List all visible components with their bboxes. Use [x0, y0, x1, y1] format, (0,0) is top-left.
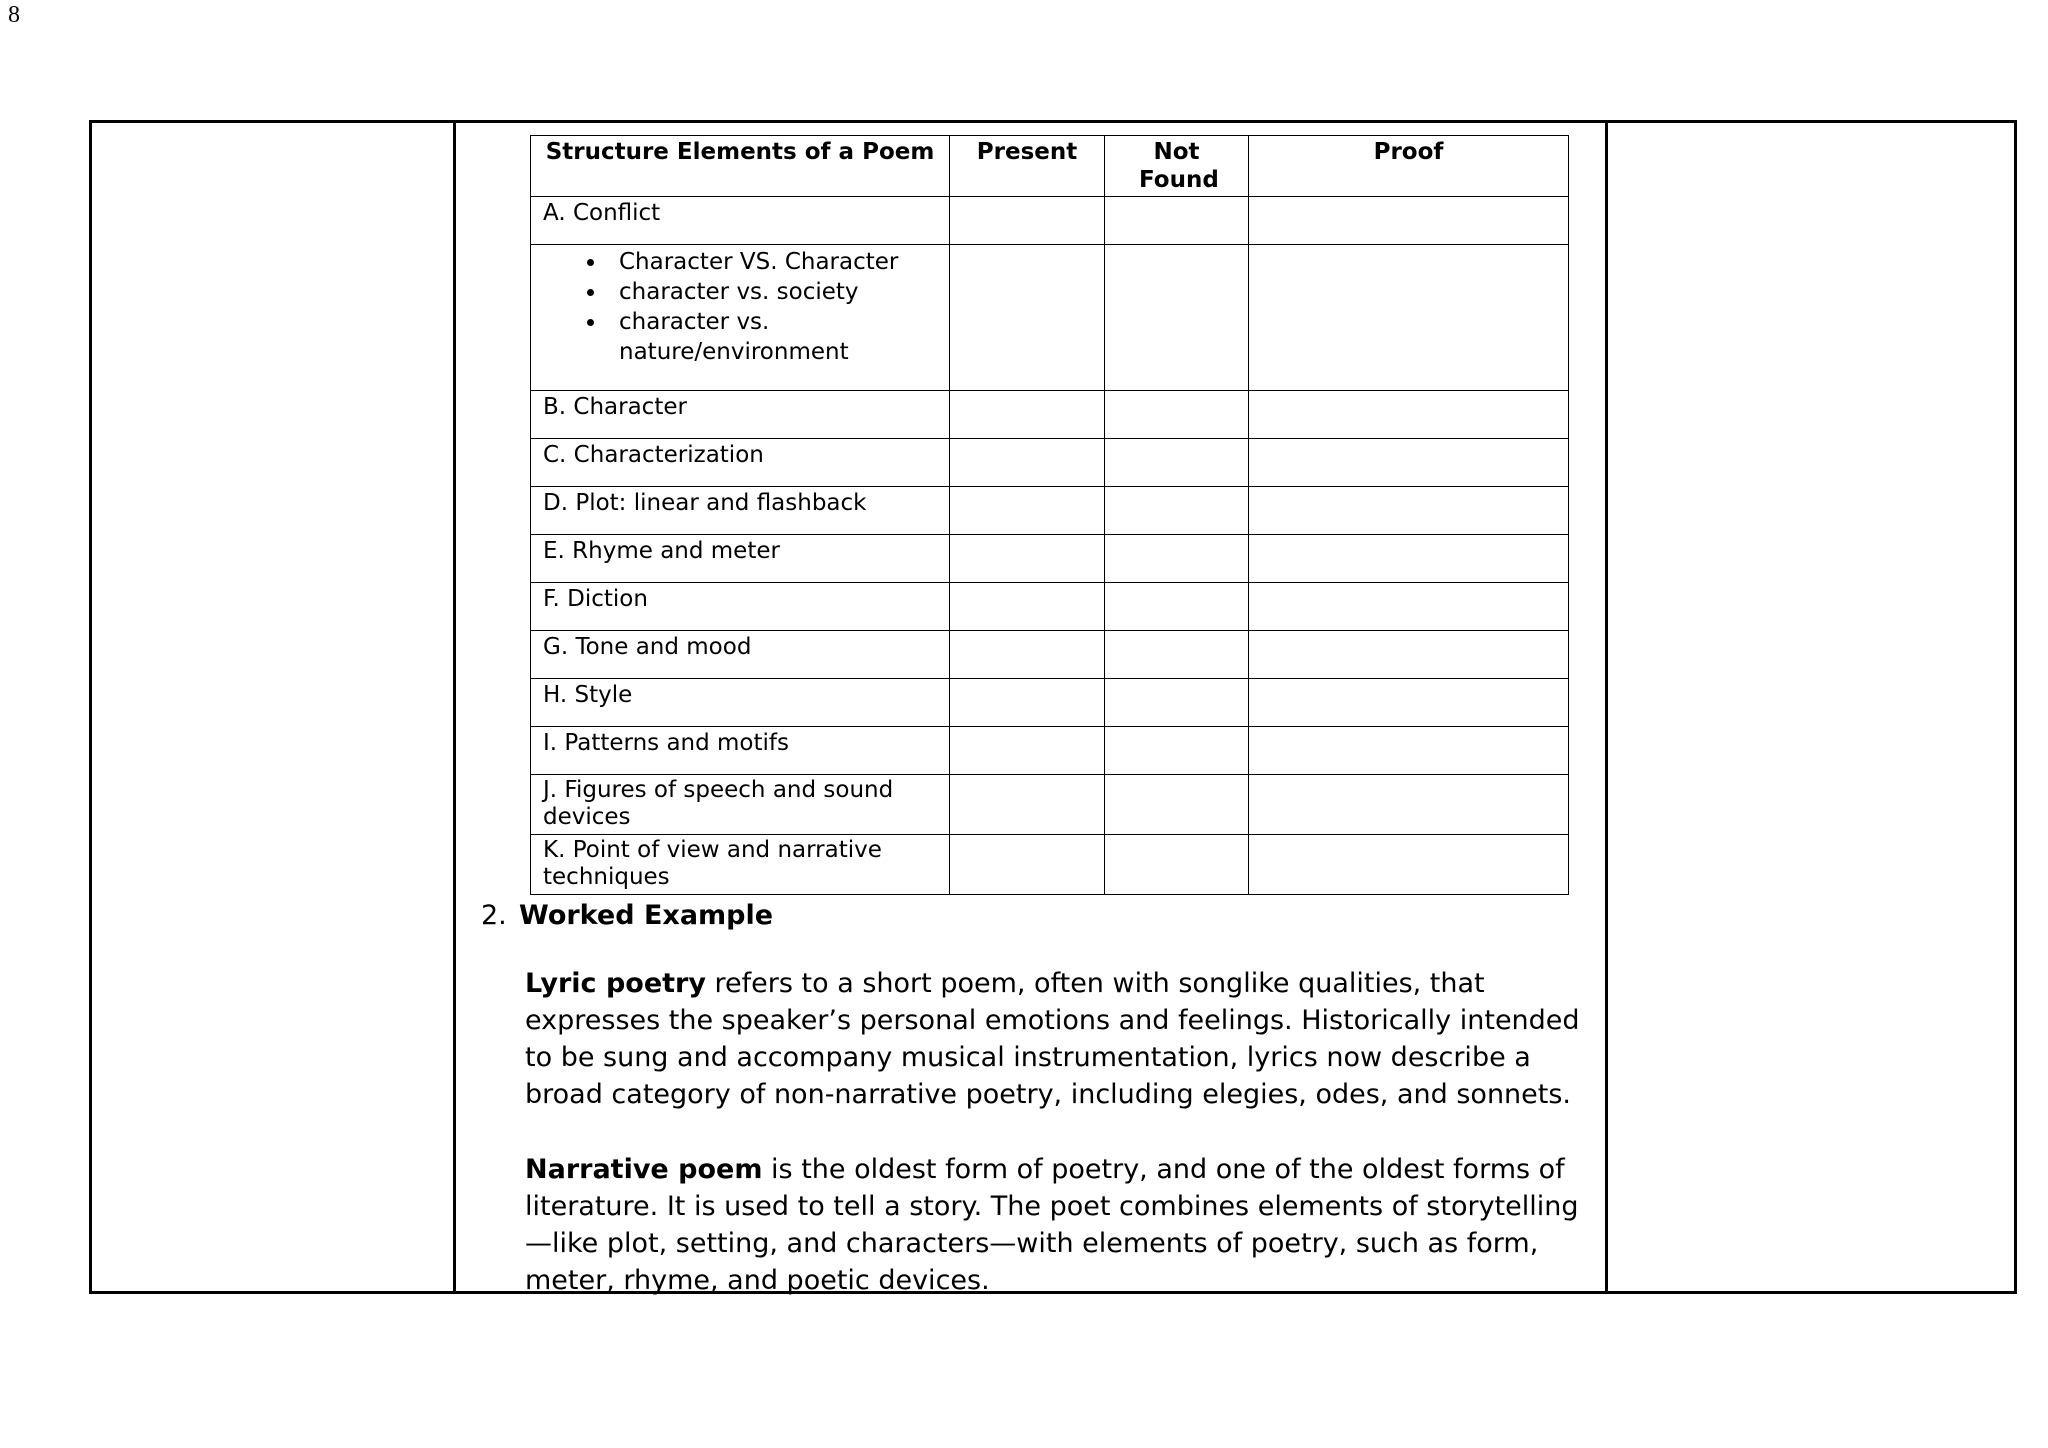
- table-header-row: [531, 136, 1569, 197]
- not-found-cell: [1105, 197, 1249, 245]
- table-row: [531, 391, 1569, 439]
- header-proof: Proof: [1249, 136, 1569, 197]
- row-label: E. Rhyme and meter: [531, 535, 950, 583]
- row-label: B. Character: [531, 391, 950, 439]
- proof-cell: [1249, 835, 1569, 895]
- row-label: K. Point of view and narrative techniques: [531, 835, 950, 895]
- not-found-cell: [1105, 727, 1249, 775]
- table-row: [531, 727, 1569, 775]
- present-cell: [950, 487, 1105, 535]
- narrative-poem-text: is the oldest form of poetry, and one of the oldest forms of literature. It is used to tell a story. The poet combines elements of storytelling—like plot, setting, and characters—with elements of poetry, such as form, meter, rhyme, and poetic devices.: [525, 1154, 1579, 1296]
- proof-cell: [1249, 391, 1569, 439]
- section-number: 2.: [481, 900, 507, 931]
- not-found-cell: [1105, 583, 1249, 631]
- proof-cell: [1249, 487, 1569, 535]
- not-found-cell: [1105, 775, 1249, 835]
- narrative-poem-term: Narrative poem: [525, 1154, 763, 1185]
- present-cell: [950, 197, 1105, 245]
- column-divider-right: [1605, 123, 1608, 1291]
- not-found-cell: [1105, 835, 1249, 895]
- present-cell: [950, 535, 1105, 583]
- list-item: • Character VS. Character: [607, 247, 937, 277]
- section-title: Worked Example: [519, 900, 774, 931]
- present-cell: [950, 245, 1105, 391]
- proof-cell: [1249, 245, 1569, 391]
- present-cell: [950, 631, 1105, 679]
- table-row: [531, 583, 1569, 631]
- page-number: 8: [8, 2, 20, 28]
- conflict-types-cell: [531, 245, 950, 391]
- lyric-poetry-paragraph: [525, 965, 1580, 1113]
- structure-elements-table: [530, 135, 1569, 895]
- lyric-poetry-term: Lyric poetry: [525, 968, 706, 999]
- proof-cell: [1249, 727, 1569, 775]
- row-label: C. Characterization: [531, 439, 950, 487]
- not-found-cell: [1105, 631, 1249, 679]
- proof-cell: [1249, 631, 1569, 679]
- not-found-cell: [1105, 245, 1249, 391]
- proof-cell: [1249, 197, 1569, 245]
- list-item: • character vs. nature/environment: [607, 307, 937, 367]
- proof-cell: [1249, 583, 1569, 631]
- header-not-found: Not Found: [1105, 136, 1249, 197]
- row-label: H. Style: [531, 679, 950, 727]
- present-cell: [950, 775, 1105, 835]
- table-row: [531, 197, 1569, 245]
- list-item: • character vs. society: [607, 277, 937, 307]
- present-cell: [950, 583, 1105, 631]
- table-row: [531, 487, 1569, 535]
- not-found-cell: [1105, 535, 1249, 583]
- table-row: [531, 535, 1569, 583]
- table-row: [531, 679, 1569, 727]
- present-cell: [950, 835, 1105, 895]
- table-row: [531, 631, 1569, 679]
- proof-cell: [1249, 679, 1569, 727]
- present-cell: [950, 391, 1105, 439]
- row-label: I. Patterns and motifs: [531, 727, 950, 775]
- row-label: J. Figures of speech and sound devices: [531, 775, 950, 835]
- proof-cell: [1249, 535, 1569, 583]
- table-row: [531, 439, 1569, 487]
- worked-example-heading: [481, 898, 773, 934]
- conflict-types-list: [543, 247, 937, 367]
- column-divider-left: [453, 123, 456, 1291]
- table-row: [531, 835, 1569, 895]
- present-cell: [950, 679, 1105, 727]
- lyric-poetry-text: refers to a short poem, often with songlike qualities, that expresses the speaker’s personal emotions and feelings. Historically intended to be sung and accompany musical instrumentation, lyrics now describe a broad category of non-narrative poetry, including elegies, odes, and sonnets.: [525, 968, 1580, 1110]
- table-row: [531, 775, 1569, 835]
- present-cell: [950, 727, 1105, 775]
- not-found-cell: [1105, 391, 1249, 439]
- narrative-poem-paragraph: [525, 1151, 1580, 1299]
- table-row: [531, 245, 1569, 391]
- row-label: F. Diction: [531, 583, 950, 631]
- row-label: D. Plot: linear and flashback: [531, 487, 950, 535]
- proof-cell: [1249, 775, 1569, 835]
- not-found-cell: [1105, 487, 1249, 535]
- row-label: G. Tone and mood: [531, 631, 950, 679]
- not-found-cell: [1105, 439, 1249, 487]
- proof-cell: [1249, 439, 1569, 487]
- header-structure-elements: Structure Elements of a Poem: [531, 136, 950, 197]
- row-label: A. Conflict: [531, 197, 950, 245]
- not-found-cell: [1105, 679, 1249, 727]
- header-present: Present: [950, 136, 1105, 197]
- present-cell: [950, 439, 1105, 487]
